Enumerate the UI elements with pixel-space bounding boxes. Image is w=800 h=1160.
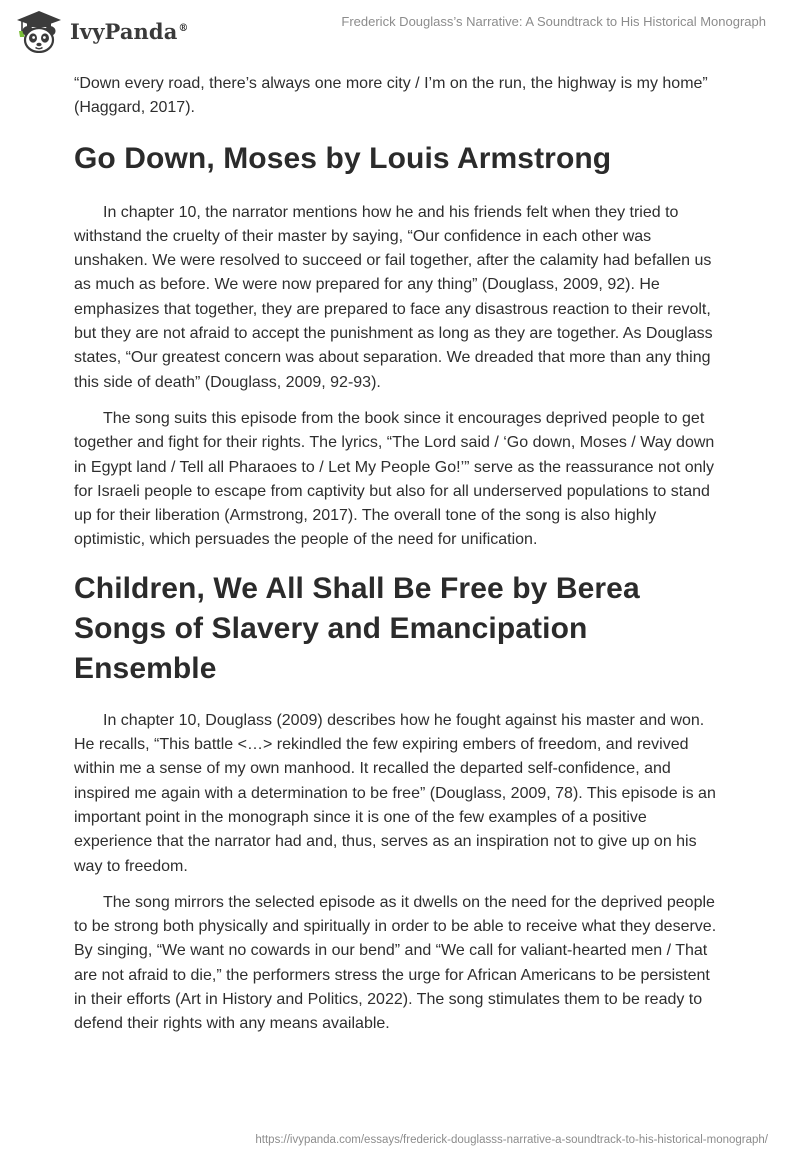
document-title: Frederick Douglass’s Narrative: A Soundtrack to His Historical Monograph <box>341 14 766 29</box>
ivypanda-logo[interactable] <box>14 8 189 54</box>
section-heading-children-we-all-shall-be-free: Children, We All Shall Be Free by Berea Songs of Slavery and Emancipation Ensemble <box>74 571 640 685</box>
logo-wordmark: IvyPanda® <box>70 18 189 44</box>
body-paragraph: In chapter 10, the narrator mentions how he and his friends felt when they tried to withstand the cruelty of their master by saying, “Our confidence in each other was unshaken. We were resolved to succeed or fail together, after the calamity had befallen us as much as before. We were now prepared for any thing” (Douglass, 2009, 92). He emphasizes that together, they are prepared to face any disastrous reaction to their revolt, but they are not afraid to accept the punishment as long as they are together. As Douglass states, “Our greatest concern was about separation. We dreaded that more than any thing this side of death” (Douglass, 2009, 92-93). <box>74 203 713 391</box>
body-paragraph: The song suits this episode from the book since it encourages deprived people to get together and fight for their rights. The lyrics, “The Lord said / ‘Go down, Moses / Way down in Egypt land / Tell all Pharaoes to / Let My People Go!’” serve as the reassurance not only for Israeli people to escape from captivity but also for all underserved populations to stand up for their liberation (Armstrong, 2017). The overall tone of the song is also highly optimistic, which persuades the people of the need for unification. <box>74 409 715 549</box>
body-paragraph: The song mirrors the selected episode as it dwells on the need for the deprived people to be strong both physically and spiritually in order to be able to receive what they deserve. By singing, “We want no cowards in our bend” and “We call for valiant-hearted men / That are not afraid to die,” the performers stress the urge for African Americans to be persistent in their efforts (Art in History and Politics, 2022). The song stimulates them to be ready to defend their rights with any means available. <box>74 893 717 1033</box>
section-heading-go-down-moses: Go Down, Moses by Louis Armstrong <box>74 141 612 175</box>
page-header <box>0 0 800 62</box>
body-paragraph: In chapter 10, Douglass (2009) describes how he fought against his master and won. He recalls, “This battle <…> rekindled the few expiring embers of freedom, and revived within me a sense of my own manhood. It recalled the departed self-confidence, and inspired me again with a determination to be free” (Douglass, 2009, 78). This episode is an important point in the monograph since it is one of the few examples of a positive experience that the narrator had and, thus, serves as an inspiration not to give up on his way to freedom. <box>74 711 716 875</box>
source-url[interactable]: https://ivypanda.com/essays/frederick-douglasss-narrative-a-soundtrack-to-his-historical-monograph/ <box>255 1134 768 1146</box>
panda-graduate-icon <box>14 9 64 53</box>
intro-quote-paragraph: “Down every road, there’s always one more city / I’m on the run, the highway is my home” (Haggard, 2017). <box>74 75 708 117</box>
registered-mark: ® <box>178 22 189 34</box>
essay-content <box>74 72 726 1049</box>
